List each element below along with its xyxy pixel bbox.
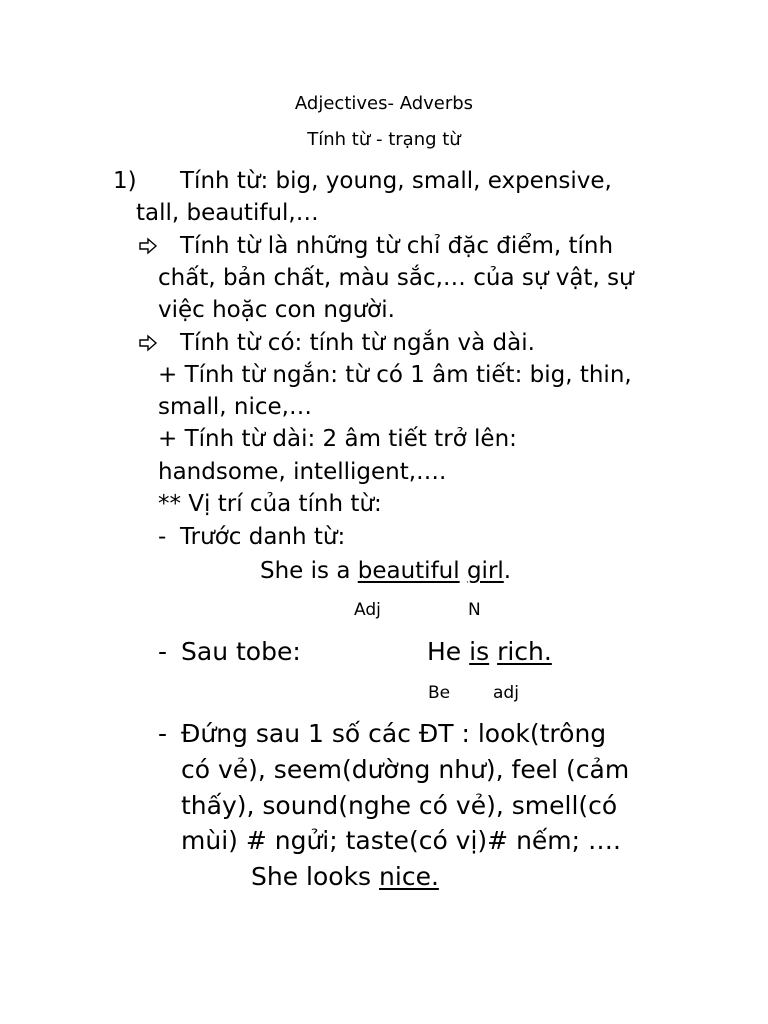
item1-label: Trước danh từ: bbox=[180, 524, 346, 550]
example-text: She looks bbox=[251, 862, 380, 891]
item3-line3: thấy), sound(nghe có vẻ), smell(có bbox=[181, 791, 618, 820]
item2-example bbox=[427, 634, 552, 670]
arrow-bullet-icon bbox=[138, 236, 158, 256]
section1-line1: Tính từ: big, young, small, expensive, bbox=[180, 168, 612, 194]
short-adj-line2: small, nice,… bbox=[158, 394, 312, 420]
short-adj-line1: + Tính từ ngắn: từ có 1 âm tiết: big, thin, bbox=[158, 362, 632, 388]
example-punct: . bbox=[503, 558, 512, 584]
item1-dash: - bbox=[158, 524, 167, 550]
bullet2-line1: Tính từ có: tính từ ngắn và dài. bbox=[180, 330, 535, 356]
long-adj-line2: handsome, intelligent,…. bbox=[158, 459, 447, 485]
item3-line2: có vẻ), seem(dường như), feel (cảm bbox=[181, 755, 630, 784]
document-subtitle: Tính từ - trạng từ bbox=[307, 129, 461, 150]
item3-line4: mùi) # ngửi; taste(có vị)# nếm; …. bbox=[181, 826, 621, 855]
example-be: is bbox=[469, 637, 490, 666]
section1-line2: tall, beautiful,… bbox=[136, 200, 319, 226]
arrow-bullet-icon bbox=[138, 333, 158, 353]
bullet1-line3: việc hoặc con người. bbox=[158, 297, 395, 323]
example-adjective: beautiful bbox=[357, 558, 460, 584]
section-number: 1) bbox=[113, 168, 137, 194]
example-adjective: nice. bbox=[379, 862, 439, 891]
bullet1-line1: Tính từ là những từ chỉ đặc điểm, tính bbox=[180, 233, 614, 259]
item3-dash: - bbox=[158, 719, 168, 748]
adj-tag: Adj bbox=[354, 600, 381, 620]
be-tag: Be bbox=[428, 683, 451, 703]
example-text: He bbox=[427, 637, 470, 666]
document-title: Adjectives- Adverbs bbox=[294, 93, 474, 114]
item3-line1: Đứng sau 1 số các ĐT : look(trông bbox=[181, 719, 607, 748]
example-text: She is a bbox=[260, 558, 358, 584]
item2-label: Sau tobe: bbox=[181, 637, 301, 666]
noun-tag: N bbox=[468, 600, 481, 620]
example-adjective: rich. bbox=[497, 637, 552, 666]
position-heading: ** Vị trí của tính từ: bbox=[158, 491, 382, 517]
item3-example bbox=[251, 859, 439, 895]
bullet1-line2: chất, bản chất, màu sắc,… của sự vật, sự bbox=[158, 265, 634, 291]
item1-example bbox=[260, 555, 511, 587]
example-noun: girl bbox=[466, 558, 504, 584]
adj-tag: adj bbox=[493, 683, 519, 703]
long-adj-line1: + Tính từ dài: 2 âm tiết trở lên: bbox=[158, 426, 517, 452]
item2-dash: - bbox=[158, 637, 168, 666]
